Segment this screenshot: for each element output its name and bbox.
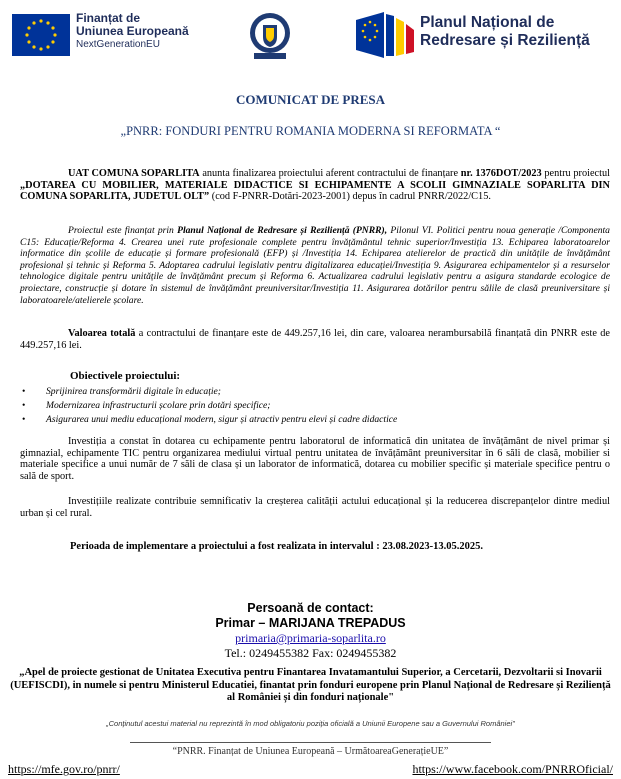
list-item (22, 399, 612, 413)
eu-flag-icon (12, 14, 70, 56)
contact-email-link[interactable]: primaria@primaria-soparlita.ro (235, 631, 386, 645)
project-name: „DOTAREA CU MOBILIER, MATERIALE DIDACTICE SI ECHIPAMENTE A SCOLII GIMNAZIALE SOPARLITA DIN COMUNA SOPARLITA, JUDETUL OLT” (20, 179, 610, 202)
disclaimer: „Conținutul acestui material nu reprezintă în mod obligatoriu poziția oficială a Uniunii Europene sau a Guvernului României" (106, 719, 515, 728)
pnrr-line-2: Redresare și Reziliență (420, 32, 590, 49)
contact-block (0, 601, 621, 661)
list-item (22, 385, 612, 399)
footer-divider (130, 742, 491, 743)
mfe-link[interactable]: https://mfe.gov.ro/pnrr/ (8, 762, 120, 776)
facebook-link[interactable]: https://www.facebook.com/PNRROficial/ (412, 762, 613, 776)
contact-name: Primar – MARIJANA TREPADUS (215, 616, 406, 630)
uat-name: UAT COMUNA SOPARLITA (68, 168, 200, 179)
total-value-label: Valoarea totală (68, 328, 136, 339)
bullet-icon: • (22, 414, 26, 425)
p1-text-2: pentru proiectul (541, 168, 610, 179)
p4-text: Investiția a constat în dotarea cu echipamente pentru laboratorul de informatică din unitatea de învățământ de nivel primar și gimnazial, echipamente TIC pentru organizarea mediului virtual pentru unitatea de învățământ preuniversitar în 6 săli de clasă, mobilier si materiale specifice a unui număr de 7 săli de clasa și un laborator de informatică, dotarea cu mobilier specific și materiale specifice pentru o sală de sport. (20, 436, 610, 482)
page-title: COMUNICAT DE PRESA (235, 92, 386, 107)
implementation-period: Perioada de implementare a proiectului a fost realizata in intervalul : 23.08.2023-13.05.2025. (70, 541, 483, 552)
p2-text-2: Pilonul VI. Politici pentru noua generație /Componenta C15: Educație/Reforma 4. Crearea unei rute profesionale complete pentru învățământul tehnic superior/Investiția 13. Echiparea laboratoarelor informatice din școlile de educație și formare profesională (EFP) și /Investiția 14. Echiparea atelierelor de practică din unitățile de învățământ profesional și tehnic și Reforma 5. Adoptarea cadrului legislativ pentru digitalizarea educației/Investiția 9. Asigurarea echipamentelor și a resurselor tehnologice digitale pentru unitățile de învățământ precum și Reforma 6. Actualizarea cadrului legislativ pentru a asigura standarde ecologice de proiectare, construcție și dotare în sistemul de învățământ preuniversitar/Investiția 11. Asigurarea dotărilor pentru sălile de clasă preuniversitare și laboratoarele/atelierele școlare. (20, 225, 610, 306)
p3-text-1: a contractului de finanțare este de 449.257,16 lei, din care, valoarea nerambursabilă finanțată din PNRR este de 449.257,16 lei. (20, 328, 611, 351)
impact-paragraph (20, 496, 610, 519)
funding-note: „Apel de proiecte gestionat de Unitatea Executiva pentru Finantarea Invatamantului Superior, a Cercetarii, Dezvoltarii si Inovarii (UEFISCDI), in numele si pentru Ministerul Educatiei, finantat prin fonduri europene prin Planul Național de Redresare și Reziliență al României și din fonduri naționale" (10, 667, 611, 703)
eu-line-3: NextGenerationEU (76, 39, 160, 50)
footer-tagline: “PNRR. Finanțat de Uniunea Europeană – UrmătoareaGenerațieUE” (172, 746, 449, 757)
p1-text-1: anunta finalizarea proiectului aferent contractului de finanțare (199, 168, 461, 179)
project-intro-paragraph (20, 168, 610, 203)
financing-paragraph (20, 225, 610, 306)
total-value-paragraph (20, 328, 610, 351)
contact-phone: Tel.: 0249455382 Fax: 0249455382 (224, 646, 397, 660)
government-coat-of-arms-icon (248, 11, 292, 61)
pnrr-name: Planul Național de Redresare și Reziliență (PNRR), (177, 225, 388, 236)
eu-line-2: Uniunea Europeană (76, 24, 189, 38)
page-subtitle: „PNRR: FONDURI PENTRU ROMANIA MODERNA SI REFORMATA “ (120, 124, 501, 138)
objective-text: Asigurarea unui mediu educațional modern, sigur și atractiv pentru elevi și cadre didactice (46, 414, 398, 425)
p2-text-1: Proiectul este finanțat prin (68, 225, 178, 236)
objective-text: Sprijinirea transformării digitale în educație; (46, 386, 221, 397)
objectives-heading: Obiectivele proiectului: (70, 370, 181, 382)
objectives-list (22, 385, 612, 427)
pnrr-flag-logo-icon (356, 12, 416, 58)
bullet-icon: • (22, 386, 26, 397)
investment-paragraph (20, 436, 610, 482)
objective-text: Modernizarea infrastructurii școlare prin dotări specifice; (46, 400, 271, 411)
list-item (22, 413, 612, 427)
contract-number: nr. 1376DOT/2023 (460, 168, 542, 179)
p5-text: Investițiile realizate contribuie semnificativ la creșterea calității actului educațional și la reducerea discrepanțelor dintre mediul urban și cel rural. (20, 496, 610, 519)
pnrr-logo-text (420, 14, 620, 50)
contact-heading: Persoană de contact: (247, 601, 374, 615)
eu-line-1: Finanțat de (76, 11, 141, 25)
p1-text-3: (cod F-PNRR-Dotări-2023-2001) depus în cadrul PNRR/2022/C15. (209, 191, 491, 202)
bullet-icon: • (22, 400, 26, 411)
eu-funding-logo-text (76, 12, 206, 52)
pnrr-line-1: Planul Național de (420, 14, 555, 31)
